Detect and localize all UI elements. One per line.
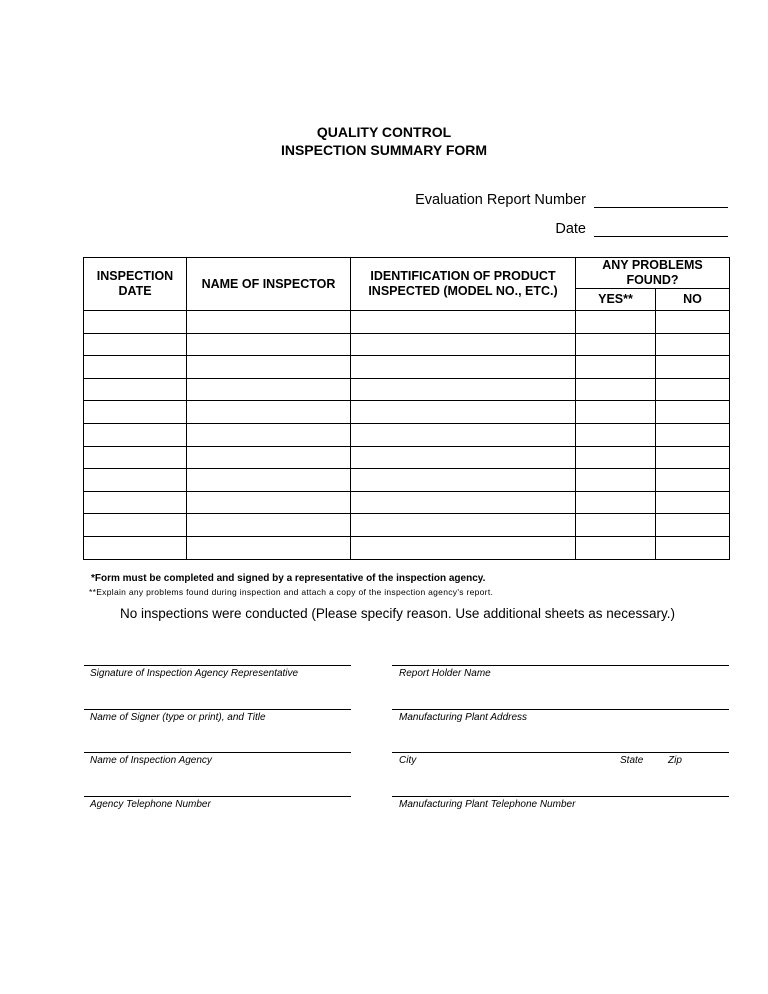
col-no: NO — [656, 289, 730, 311]
cell-problems-yes[interactable] — [576, 401, 656, 424]
cell-inspection-date[interactable] — [84, 333, 187, 356]
date-input[interactable] — [594, 221, 728, 237]
col-name-of-inspector: NAME OF INSPECTOR — [187, 258, 351, 311]
plant-telephone-label: Manufacturing Plant Telephone Number — [399, 799, 576, 810]
cell-problems-yes[interactable] — [576, 469, 656, 492]
report-holder-line[interactable] — [392, 665, 729, 679]
inspection-table — [83, 257, 730, 560]
cell-product-identification[interactable] — [351, 356, 576, 379]
evaluation-report-number-label: Evaluation Report Number — [415, 192, 586, 208]
agency-telephone-label: Agency Telephone Number — [90, 799, 211, 810]
signature-line[interactable] — [84, 665, 351, 679]
cell-inspector-name[interactable] — [187, 311, 351, 334]
cell-problems-no[interactable] — [656, 536, 730, 559]
cell-inspector-name[interactable] — [187, 401, 351, 424]
cell-product-identification[interactable] — [351, 514, 576, 537]
table-row — [84, 514, 730, 537]
table-row — [84, 333, 730, 356]
table-body — [84, 311, 730, 560]
date-field — [555, 221, 728, 237]
cell-product-identification[interactable] — [351, 423, 576, 446]
cell-problems-yes[interactable] — [576, 378, 656, 401]
table-row — [84, 311, 730, 334]
form-title-line1: QUALITY CONTROL — [316, 124, 452, 140]
table-row — [84, 469, 730, 492]
cell-inspection-date[interactable] — [84, 536, 187, 559]
cell-inspector-name[interactable] — [187, 423, 351, 446]
cell-problems-yes[interactable] — [576, 423, 656, 446]
cell-product-identification[interactable] — [351, 333, 576, 356]
cell-inspector-name[interactable] — [187, 356, 351, 379]
no-inspections-statement: No inspections were conducted (Please specify reason. Use additional sheets as necessary.) — [120, 606, 676, 621]
cell-inspector-name[interactable] — [187, 514, 351, 537]
cell-inspection-date[interactable] — [84, 311, 187, 334]
state-label: State — [620, 755, 644, 766]
cell-inspection-date[interactable] — [84, 514, 187, 537]
table-row — [84, 378, 730, 401]
cell-product-identification[interactable] — [351, 469, 576, 492]
cell-problems-yes[interactable] — [576, 356, 656, 379]
cell-product-identification[interactable] — [351, 536, 576, 559]
cell-inspection-date[interactable] — [84, 491, 187, 514]
plant-telephone-line[interactable] — [392, 796, 729, 810]
inspection-agency-line[interactable] — [84, 752, 351, 766]
col-yes: YES** — [576, 289, 656, 311]
signer-name-label: Name of Signer (type or print), and Title — [90, 712, 266, 723]
cell-inspector-name[interactable] — [187, 469, 351, 492]
cell-inspector-name[interactable] — [187, 491, 351, 514]
plant-address-line[interactable] — [392, 709, 729, 723]
form-title-line2: INSPECTION SUMMARY FORM — [280, 142, 488, 158]
cell-problems-yes[interactable] — [576, 491, 656, 514]
cell-product-identification[interactable] — [351, 378, 576, 401]
col-any-problems: ANY PROBLEMS FOUND? — [576, 258, 730, 289]
cell-inspection-date[interactable] — [84, 356, 187, 379]
cell-product-identification[interactable] — [351, 491, 576, 514]
table-row — [84, 536, 730, 559]
agency-telephone-line[interactable] — [84, 796, 351, 810]
cell-inspection-date[interactable] — [84, 378, 187, 401]
note-explain-problems: **Explain any problems found during inspection and attach a copy of the inspection agency's report. — [89, 587, 494, 597]
cell-product-identification[interactable] — [351, 401, 576, 424]
cell-inspection-date[interactable] — [84, 469, 187, 492]
cell-inspection-date[interactable] — [84, 401, 187, 424]
report-holder-label: Report Holder Name — [399, 668, 491, 679]
cell-problems-no[interactable] — [656, 514, 730, 537]
cell-problems-yes[interactable] — [576, 333, 656, 356]
cell-problems-no[interactable] — [656, 423, 730, 446]
cell-inspector-name[interactable] — [187, 536, 351, 559]
note-form-completion: *Form must be completed and signed by a representative of the inspection agency. — [91, 573, 486, 584]
table-row — [84, 401, 730, 424]
plant-address-label: Manufacturing Plant Address — [399, 712, 528, 723]
cell-problems-yes[interactable] — [576, 514, 656, 537]
cell-product-identification[interactable] — [351, 311, 576, 334]
city-state-zip-line[interactable] — [392, 752, 729, 766]
table-row — [84, 423, 730, 446]
cell-inspection-date[interactable] — [84, 446, 187, 469]
cell-problems-no[interactable] — [656, 469, 730, 492]
evaluation-report-number-field — [415, 192, 728, 208]
city-label: City — [399, 755, 417, 766]
table-row — [84, 491, 730, 514]
signature-label: Signature of Inspection Agency Representative — [90, 668, 299, 679]
cell-problems-no[interactable] — [656, 333, 730, 356]
zip-label: Zip — [668, 755, 682, 766]
col-inspection-date: INSPECTION DATE — [84, 258, 187, 311]
inspection-agency-label: Name of Inspection Agency — [90, 755, 212, 766]
date-label: Date — [555, 221, 586, 237]
table-row — [84, 356, 730, 379]
cell-problems-no[interactable] — [656, 378, 730, 401]
signer-name-line[interactable] — [84, 709, 351, 723]
cell-inspector-name[interactable] — [187, 378, 351, 401]
cell-problems-no[interactable] — [656, 401, 730, 424]
cell-problems-no[interactable] — [656, 446, 730, 469]
col-identification: IDENTIFICATION OF PRODUCT INSPECTED (MODEL NO., ETC.) — [351, 258, 576, 311]
cell-inspection-date[interactable] — [84, 423, 187, 446]
cell-problems-yes[interactable] — [576, 311, 656, 334]
table-row — [84, 446, 730, 469]
cell-inspector-name[interactable] — [187, 333, 351, 356]
cell-problems-yes[interactable] — [576, 536, 656, 559]
cell-product-identification[interactable] — [351, 446, 576, 469]
cell-problems-no[interactable] — [656, 491, 730, 514]
cell-problems-no[interactable] — [656, 311, 730, 334]
evaluation-report-number-input[interactable] — [594, 192, 728, 208]
cell-problems-no[interactable] — [656, 356, 730, 379]
cell-problems-yes[interactable] — [576, 446, 656, 469]
cell-inspector-name[interactable] — [187, 446, 351, 469]
